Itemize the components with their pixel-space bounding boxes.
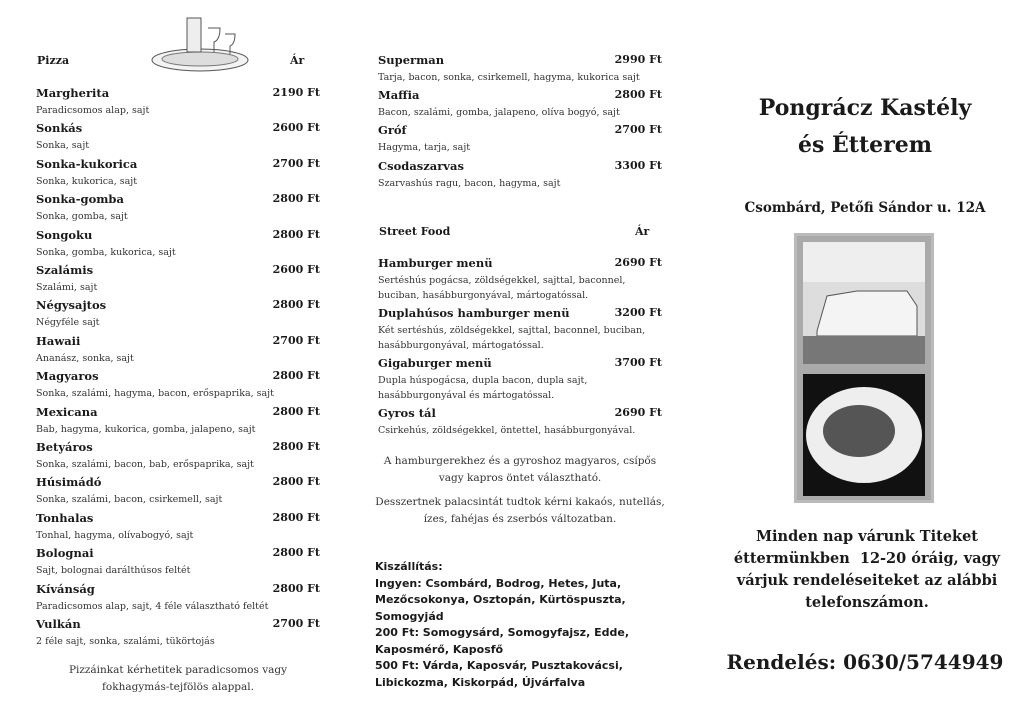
item-price: 2700 Ft bbox=[272, 156, 320, 170]
item-price: 2800 Ft bbox=[272, 192, 320, 206]
item-price: 2800 Ft bbox=[614, 88, 662, 102]
menu-item bbox=[36, 582, 320, 616]
item-name: Betyáros bbox=[36, 440, 93, 454]
item-description: 2 féle sajt, sonka, szalámi, tükörtojás bbox=[36, 636, 215, 647]
menu-item bbox=[378, 123, 662, 157]
item-description: Sonka, szalámi, hagyma, bacon, erőspaprika, sajt bbox=[36, 388, 274, 400]
item-description: Ananász, sonka, sajt bbox=[36, 352, 134, 364]
item-price: 2700 Ft bbox=[272, 617, 320, 630]
menu-item bbox=[36, 440, 320, 474]
delivery-500: 500 Ft: Várda, Kaposvár, Pusztakovácsi, Libickozma, Kiskorpád, Újvárfalva bbox=[375, 659, 623, 689]
pizza-header: Pizza bbox=[37, 54, 70, 67]
delivery-title: Kiszállítás: bbox=[375, 560, 443, 573]
item-price: 2690 Ft bbox=[614, 406, 662, 419]
item-price: 2800 Ft bbox=[272, 510, 320, 524]
item-description: Sonka, gomba, sajt bbox=[36, 211, 128, 223]
dessert-note: Desszertnek palacsintát tudtok kérni kakaós, nutellás, ízes, fahéjas és zserbós változatban. bbox=[375, 496, 665, 525]
pizza-price-header: Ár bbox=[290, 54, 305, 67]
item-price: 2600 Ft bbox=[272, 121, 320, 135]
item-price: 3200 Ft bbox=[614, 306, 662, 319]
item-name: Mexicana bbox=[36, 404, 98, 419]
item-price: 2990 Ft bbox=[614, 53, 662, 66]
item-name: Gigaburger menü bbox=[378, 356, 492, 370]
title-line-1: Pongrácz Kastély bbox=[758, 95, 972, 121]
item-price: 2690 Ft bbox=[614, 256, 662, 269]
item-name: Magyaros bbox=[36, 369, 99, 384]
item-description: Bab, hagyma, kukorica, gomba, jalapeno, sajt bbox=[36, 423, 256, 435]
item-description: Csirkehús, zöldségekkel, öntettel, hasábburgonyával. bbox=[378, 425, 636, 436]
item-name: Szalámis bbox=[36, 263, 94, 277]
welcome-text: Minden nap várunk Titeket éttermünkben 12-20 óráig, vagy várjuk rendeléseiteket az alábbi telefonszámon. bbox=[733, 528, 1006, 611]
item-name: Bolognai bbox=[36, 546, 94, 561]
item-name: Gróf bbox=[378, 123, 407, 138]
menu-item bbox=[378, 356, 662, 401]
item-price: 2700 Ft bbox=[614, 123, 662, 137]
item-description: Tarja, bacon, sonka, csirkemell, hagyma, kukorica sajt bbox=[378, 72, 640, 83]
item-price: 3700 Ft bbox=[614, 356, 662, 369]
item-name: Húsimádó bbox=[36, 475, 102, 490]
delivery-200: 200 Ft: Somogysárd, Somogyfajsz, Edde, Kaposmérő, Kaposfő bbox=[375, 626, 629, 656]
item-name: Vulkán bbox=[36, 617, 81, 631]
street-food-price-header: Ár bbox=[635, 225, 650, 238]
item-description: Szalámi, sajt bbox=[36, 282, 98, 293]
restaurant-name bbox=[700, 90, 1024, 164]
item-price: 2800 Ft bbox=[272, 475, 320, 489]
menu-item bbox=[36, 617, 320, 651]
pizza-note: Pizzáinkat kérhetitek paradicsomos vagy fokhagymás-tejfölös alappal. bbox=[68, 664, 288, 693]
title-line-2: és Étterem bbox=[798, 132, 932, 158]
menu-item bbox=[36, 263, 320, 297]
item-description: Bacon, szalámi, gomba, jalapeno, olíva bogyó, sajt bbox=[378, 107, 620, 119]
street-food-header: Street Food bbox=[379, 225, 451, 238]
item-price: 2800 Ft bbox=[272, 227, 320, 241]
item-description: Paradicsomos alap, sajt bbox=[36, 105, 150, 116]
item-price: 2800 Ft bbox=[272, 369, 320, 383]
item-name: Maffia bbox=[378, 88, 420, 103]
item-name: Hamburger menü bbox=[378, 256, 493, 270]
photo-strip bbox=[794, 233, 934, 503]
delivery-info bbox=[375, 559, 665, 691]
item-price: 2800 Ft bbox=[272, 298, 320, 312]
item-description: Hagyma, tarja, sajt bbox=[378, 142, 471, 154]
address: Csombárd, Petőfi Sándor u. 12A bbox=[744, 200, 986, 216]
item-name: Sonka-kukorica bbox=[36, 156, 138, 171]
menu-item bbox=[378, 256, 662, 301]
item-price: 2800 Ft bbox=[272, 581, 320, 595]
menu-item bbox=[36, 475, 320, 509]
item-price: 3300 Ft bbox=[614, 158, 662, 172]
item-description: Sonka, kukorica, sajt bbox=[36, 175, 138, 187]
item-name: Sonkás bbox=[36, 121, 83, 136]
item-name: Songoku bbox=[36, 227, 93, 242]
menu-item bbox=[378, 53, 662, 87]
pizza-illustration bbox=[150, 14, 250, 74]
item-name: Tonhalas bbox=[36, 510, 94, 525]
item-price: 2800 Ft bbox=[272, 440, 320, 453]
item-name: Kívánság bbox=[36, 581, 95, 596]
item-description: Paradicsomos alap, sajt, 4 féle választható feltét bbox=[36, 600, 269, 612]
item-name: Csodaszarvas bbox=[378, 158, 464, 173]
menu-item bbox=[36, 121, 320, 155]
item-price: 2700 Ft bbox=[272, 333, 320, 347]
sauce-note: A hamburgerekhez és a gyroshoz magyaros, csípős vagy kapros öntet választható. bbox=[383, 455, 657, 484]
item-name: Gyros tál bbox=[378, 406, 436, 420]
menu-item bbox=[36, 334, 320, 368]
item-name: Sonka-gomba bbox=[36, 192, 124, 207]
menu-item bbox=[36, 511, 320, 545]
menu-item bbox=[378, 88, 662, 122]
menu-item bbox=[378, 159, 662, 193]
item-description: Sonka, sajt bbox=[36, 140, 90, 152]
item-price: 2800 Ft bbox=[272, 404, 320, 418]
menu-item bbox=[36, 405, 320, 439]
item-description: Két sertéshús, zöldségekkel, sajttal, baconnel, buciban, hasábburgonyával, mártogatóssal. bbox=[378, 325, 646, 351]
item-name: Superman bbox=[378, 53, 445, 67]
item-name: Hawaii bbox=[36, 333, 81, 348]
menu-item bbox=[378, 406, 662, 440]
menu-item bbox=[36, 369, 320, 403]
item-price: 2600 Ft bbox=[272, 263, 320, 276]
menu-item bbox=[36, 157, 320, 191]
item-name: Margherita bbox=[36, 86, 110, 100]
item-description: Négyféle sajt bbox=[36, 317, 100, 329]
menu-item bbox=[36, 86, 320, 120]
menu-item bbox=[36, 546, 320, 580]
menu-item bbox=[36, 228, 320, 262]
item-price: 2800 Ft bbox=[272, 546, 320, 560]
menu-item bbox=[36, 192, 320, 226]
item-description: Tonhal, hagyma, olívabogyó, sajt bbox=[36, 529, 194, 541]
item-description: Dupla húspogácsa, dupla bacon, dupla sajt, hasábburgonyával és mártogatóssal. bbox=[378, 375, 588, 401]
order-phone: Rendelés: 0630/5744949 bbox=[726, 650, 1004, 674]
menu-item bbox=[378, 306, 662, 351]
item-description: Sonka, gomba, kukorica, sajt bbox=[36, 246, 176, 258]
item-description: Sonka, szalámi, bacon, bab, erőspaprika, sajt bbox=[36, 459, 254, 470]
castle-and-food-photos bbox=[797, 236, 931, 500]
delivery-free: Ingyen: Csombárd, Bodrog, Hetes, Juta, Mezőcsokonya, Osztopán, Kürtöspuszta, Somogyjád bbox=[375, 576, 626, 623]
item-name: Duplahúsos hamburger menü bbox=[378, 306, 570, 320]
item-description: Sajt, bolognai darálthúsos feltét bbox=[36, 565, 191, 577]
item-description: Sertéshús pogácsa, zöldségekkel, sajttal, baconnel, buciban, hasábburgonyával, mártogatóssal. bbox=[378, 275, 626, 301]
item-description: Szarvashús ragu, bacon, hagyma, sajt bbox=[378, 177, 561, 189]
item-description: Sonka, szalámi, bacon, csirkemell, sajt bbox=[36, 494, 223, 506]
item-name: Négysajtos bbox=[36, 298, 107, 313]
item-price: 2190 Ft bbox=[272, 86, 320, 99]
menu-item bbox=[36, 298, 320, 332]
